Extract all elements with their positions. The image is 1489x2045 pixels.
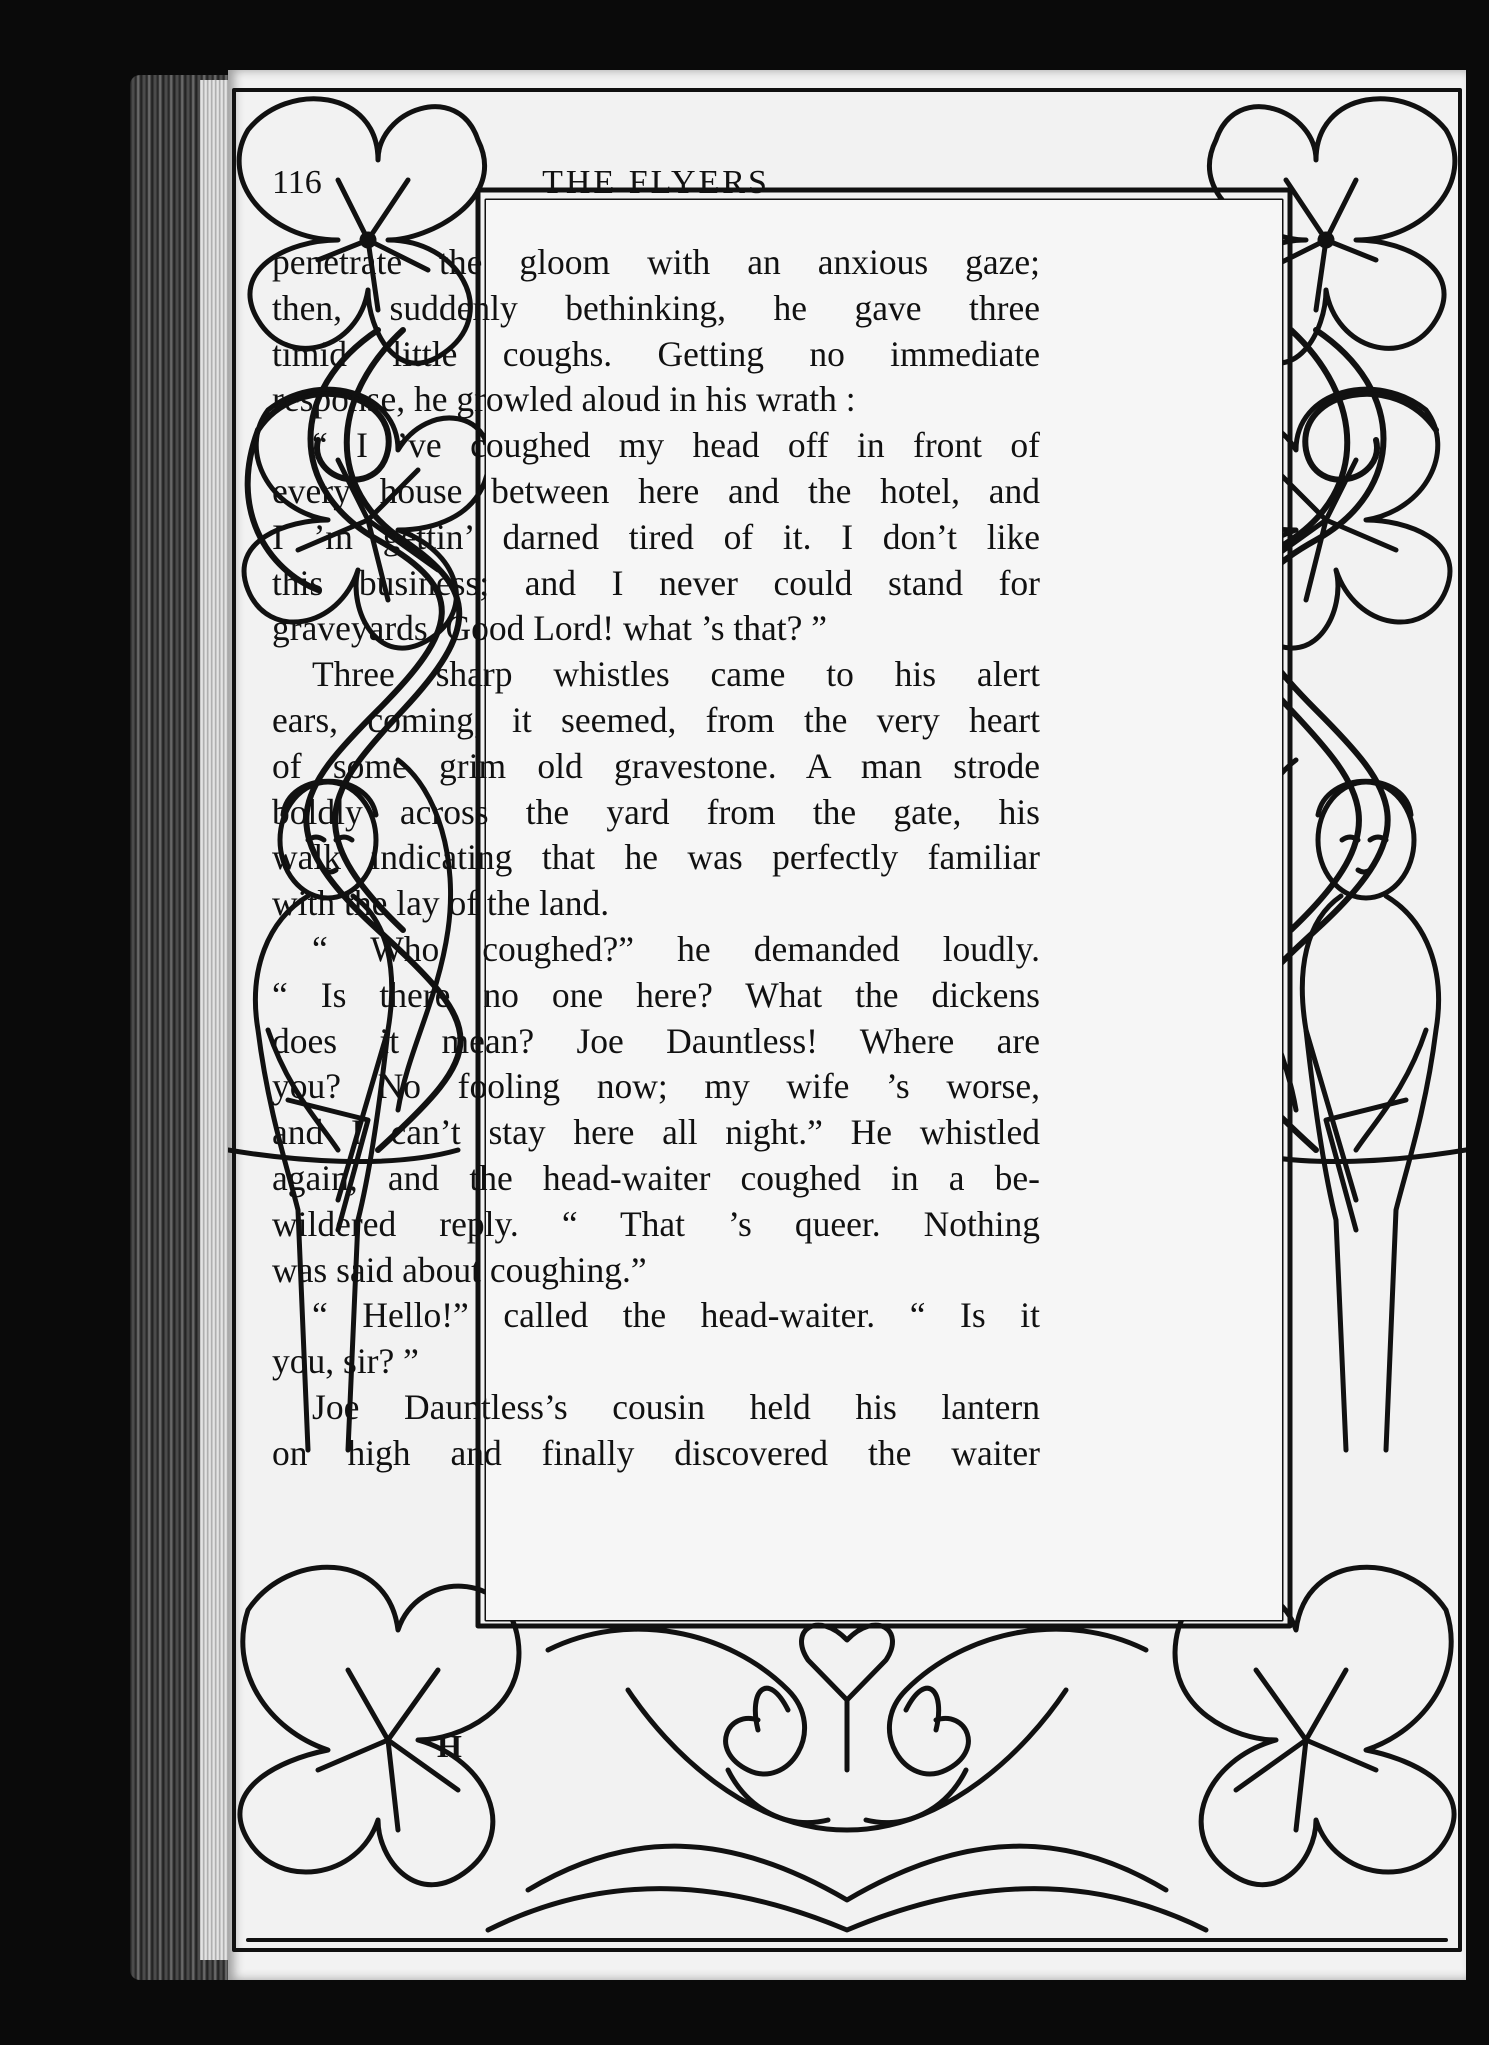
text-line: this business; and I never could stand for	[272, 562, 1040, 603]
text-line: “ Is there no one here? What the dickens	[272, 974, 1040, 1015]
text-line: boldly across the yard from the gate, his	[272, 791, 1040, 832]
monogram: H	[437, 1728, 462, 1764]
page-edges	[200, 80, 230, 1960]
text-line: “ Who coughed?” he demanded loudly.	[312, 928, 1040, 969]
text-line: was said about coughing.”	[272, 1249, 647, 1290]
text-line: you, sir? ”	[272, 1341, 419, 1382]
body-text	[272, 240, 1040, 1477]
text-line: graveyards. Good Lord! what ’s that? ”	[272, 608, 827, 649]
text-line: you? No fooling now; my wife ’s worse,	[272, 1066, 1040, 1107]
text-line: I ’m gettin’ darned tired of it. I don’t like	[272, 516, 1040, 557]
text-line: timid little coughs. Getting no immediate	[272, 333, 1040, 374]
page-number: 116	[272, 164, 322, 201]
bottom-ornament	[240, 1567, 1454, 1940]
running-head	[272, 164, 1040, 224]
text-line: every house between here and the hotel, and	[272, 470, 1040, 511]
text-line: Joe Dauntless’s cousin held his lantern	[312, 1386, 1040, 1427]
text-line: then, suddenly bethinking, he gave three	[272, 287, 1040, 328]
text-line: of some grim old gravestone. A man strode	[272, 745, 1040, 786]
text-line: does it mean? Joe Dauntless! Where are	[272, 1020, 1040, 1061]
text-line: “ I ’ve coughed my head off in front of	[312, 425, 1040, 466]
text-line: wildered reply. “ That ’s queer. Nothing	[272, 1203, 1040, 1244]
text-line: response, he growled aloud in his wrath :	[272, 379, 856, 420]
text-line: with the lay of the land.	[272, 883, 610, 924]
text-line: “ Hello!” called the head-waiter. “ Is it	[312, 1295, 1040, 1336]
text-line: penetrate the gloom with an anxious gaze;	[272, 242, 1040, 282]
text-line: on high and finally discovered the waiter	[272, 1432, 1040, 1473]
text-line: Three sharp whistles came to his alert	[312, 654, 1040, 695]
text-line: and I can’t stay here all night.” He whistled	[272, 1112, 1040, 1153]
text-line: again, and the head-waiter coughed in a be-	[272, 1157, 1040, 1198]
text-line: ears, coming, it seemed, from the very heart	[272, 699, 1040, 740]
running-title: THE FLYERS	[542, 164, 770, 201]
text-line: walk indicating that he was perfectly familiar	[272, 837, 1040, 878]
